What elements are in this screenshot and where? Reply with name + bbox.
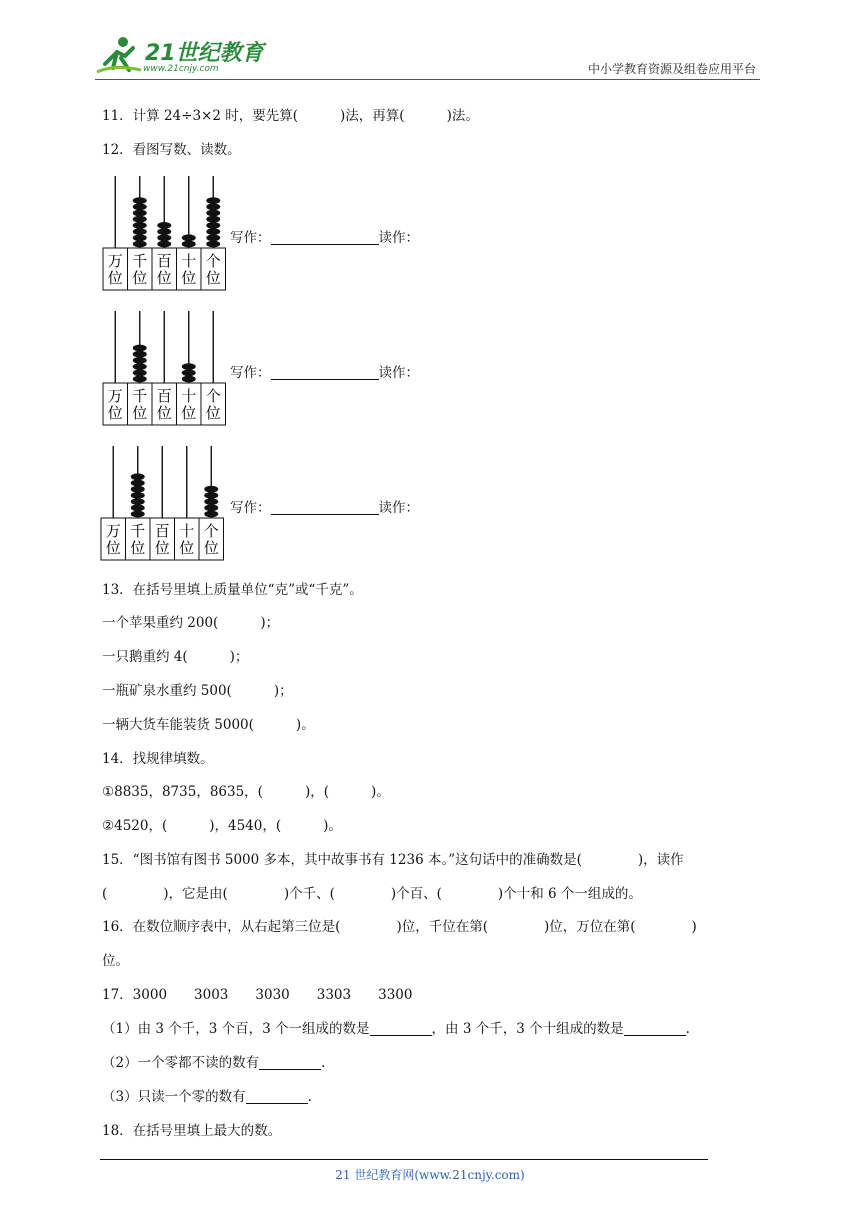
abacus-bead: [131, 498, 145, 505]
write-blank[interactable]: [271, 230, 379, 245]
question-15-line-1: 15．“图书馆有图书 5000 多本，其中故事书有 1236 本。”这句话中的准确数是( )，读作: [102, 852, 684, 868]
q17-sub-1: （1）由 3 个千，3 个百，3 个一组成的数是 ，由 3 个千，3 个十组成的数是 .: [102, 1021, 690, 1037]
place-value-label: 百: [156, 252, 172, 270]
place-value-label: 千: [130, 522, 146, 540]
q13-item: 一个苹果重约 200( )；: [102, 615, 280, 631]
place-value-label: 位: [132, 404, 148, 422]
abacus-bead: [206, 228, 220, 235]
abacus-bead: [182, 363, 196, 370]
abacus-bead: [206, 216, 220, 223]
write-blank[interactable]: [271, 365, 379, 380]
question-12-title: 12．看图写数、读数。: [102, 142, 241, 158]
write-blank[interactable]: [271, 500, 379, 515]
abacus-figure: [102, 174, 227, 291]
question-11: 11．计算 24÷3×2 时，要先算( )法，再算( )法。: [102, 108, 479, 124]
page-footer[interactable]: 21 世纪教育网(www.21cnjy.com): [335, 1168, 525, 1182]
write-read-line: 写作： 读作：: [230, 365, 419, 381]
abacus-bead: [206, 222, 220, 229]
abacus-bead: [182, 376, 196, 383]
place-value-label: 百: [156, 387, 172, 405]
place-value-label: 位: [205, 404, 221, 422]
abacus-bead: [131, 504, 145, 511]
abacus-bead: [157, 234, 171, 241]
abacus-bead: [131, 492, 145, 499]
abacus-figure: [102, 309, 227, 426]
q13-item: 一瓶矿泉水重约 500( )；: [102, 683, 293, 699]
q13-item: 一只鹅重约 4( )；: [102, 649, 249, 665]
abacus-bead: [182, 234, 196, 241]
abacus-bead: [204, 504, 218, 511]
place-value-label: 十: [181, 387, 197, 405]
abacus-bead: [131, 486, 145, 493]
question-17-numbers: 17．3000 3003 3030 3303 3300: [102, 987, 413, 1003]
abacus-svg: [100, 444, 225, 561]
place-value-label: 位: [132, 269, 148, 287]
place-value-label: 千: [132, 252, 148, 270]
header-divider: [95, 79, 760, 80]
abacus-bead: [133, 203, 147, 210]
place-value-label: 万: [105, 522, 121, 540]
abacus-bead: [133, 357, 147, 364]
abacus-bead: [133, 345, 147, 352]
abacus-bead: [206, 234, 220, 241]
abacus-bead: [133, 222, 147, 229]
abacus-bead: [133, 197, 147, 204]
place-value-label: 位: [181, 269, 197, 287]
abacus-bead: [157, 228, 171, 235]
place-value-label: 十: [181, 252, 197, 270]
place-value-label: 位: [105, 539, 121, 557]
abacus-bead: [133, 241, 147, 248]
abacus-bead: [131, 480, 145, 487]
site-logo[interactable]: [95, 34, 265, 78]
abacus-bead: [204, 486, 218, 493]
question-15-line-2: ( )，它是由( )个千、( )个百、( )个十和 6 个一组成的。: [102, 886, 642, 902]
page-header: [95, 30, 760, 80]
answer-line[interactable]: [624, 1021, 686, 1036]
abacus-bead: [204, 511, 218, 518]
place-value-label: 位: [156, 404, 172, 422]
runner-logo-icon: [95, 34, 145, 78]
q17-sub-3: （3）只读一个零的数有 .: [102, 1089, 312, 1105]
abacus-figure: [100, 444, 225, 561]
answer-line[interactable]: [259, 1055, 321, 1070]
abacus-bead: [133, 363, 147, 370]
abacus-bead: [133, 376, 147, 383]
question-13-title: 13．在括号里填上质量单位“克”或“千克”。: [102, 582, 363, 598]
abacus-bead: [157, 222, 171, 229]
abacus-bead: [206, 197, 220, 204]
abacus-bead: [206, 203, 220, 210]
write-read-line: 写作： 读作：: [230, 230, 419, 246]
q14-sequence-2: ②4520，( )，4540，( )。: [102, 818, 342, 834]
q14-sequence-1: ①8835，8735，8635，( )，( )。: [102, 784, 390, 800]
place-value-label: 个: [203, 522, 219, 540]
header-tagline: 中小学教育资源及组卷应用平台: [587, 62, 756, 76]
place-value-label: 位: [181, 404, 197, 422]
abacus-bead: [133, 228, 147, 235]
abacus-bead: [133, 369, 147, 376]
place-value-label: 千: [132, 387, 148, 405]
place-value-label: 位: [107, 404, 123, 422]
place-value-label: 位: [130, 539, 146, 557]
abacus-bead: [206, 210, 220, 217]
place-value-label: 位: [205, 269, 221, 287]
place-value-label: 位: [203, 539, 219, 557]
place-value-label: 十: [179, 522, 195, 540]
logo-url: www.21cnjy.com: [143, 64, 219, 74]
abacus-svg: [102, 309, 227, 426]
q13-item: 一辆大货车能装货 5000( )。: [102, 717, 315, 733]
question-14-title: 14．找规律填数。: [102, 751, 214, 767]
answer-line[interactable]: [370, 1021, 432, 1036]
place-value-label: 万: [107, 387, 123, 405]
place-value-label: 位: [107, 269, 123, 287]
abacus-bead: [204, 492, 218, 499]
abacus-bead: [133, 351, 147, 358]
place-value-label: 个: [205, 252, 221, 270]
abacus-bead: [204, 498, 218, 505]
abacus-bead: [133, 210, 147, 217]
question-18-title: 18．在括号里填上最大的数。: [102, 1123, 282, 1139]
abacus-bead: [157, 241, 171, 248]
place-value-label: 百: [154, 522, 170, 540]
place-value-label: 万: [107, 252, 123, 270]
place-value-label: 位: [156, 269, 172, 287]
abacus-bead: [131, 473, 145, 480]
abacus-bead: [131, 511, 145, 518]
place-value-label: 位: [179, 539, 195, 557]
logo-text: 21世纪教育: [145, 41, 264, 66]
q17-sub-2: （2）一个零都不读的数有 .: [102, 1055, 326, 1071]
place-value-label: 位: [154, 539, 170, 557]
question-16-line-1: 16．在数位顺序表中，从右起第三位是( )位，千位在第( )位，万位在第( ): [102, 919, 697, 935]
abacus-bead: [133, 216, 147, 223]
abacus-bead: [182, 369, 196, 376]
answer-line[interactable]: [246, 1089, 308, 1104]
write-read-line: 写作： 读作：: [230, 500, 419, 516]
abacus-bead: [133, 234, 147, 241]
abacus-bead: [206, 241, 220, 248]
abacus-svg: [102, 174, 227, 291]
abacus-bead: [182, 241, 196, 248]
footer-divider: [100, 1159, 708, 1160]
place-value-label: 个: [205, 387, 221, 405]
question-16-line-2: 位。: [102, 953, 129, 969]
